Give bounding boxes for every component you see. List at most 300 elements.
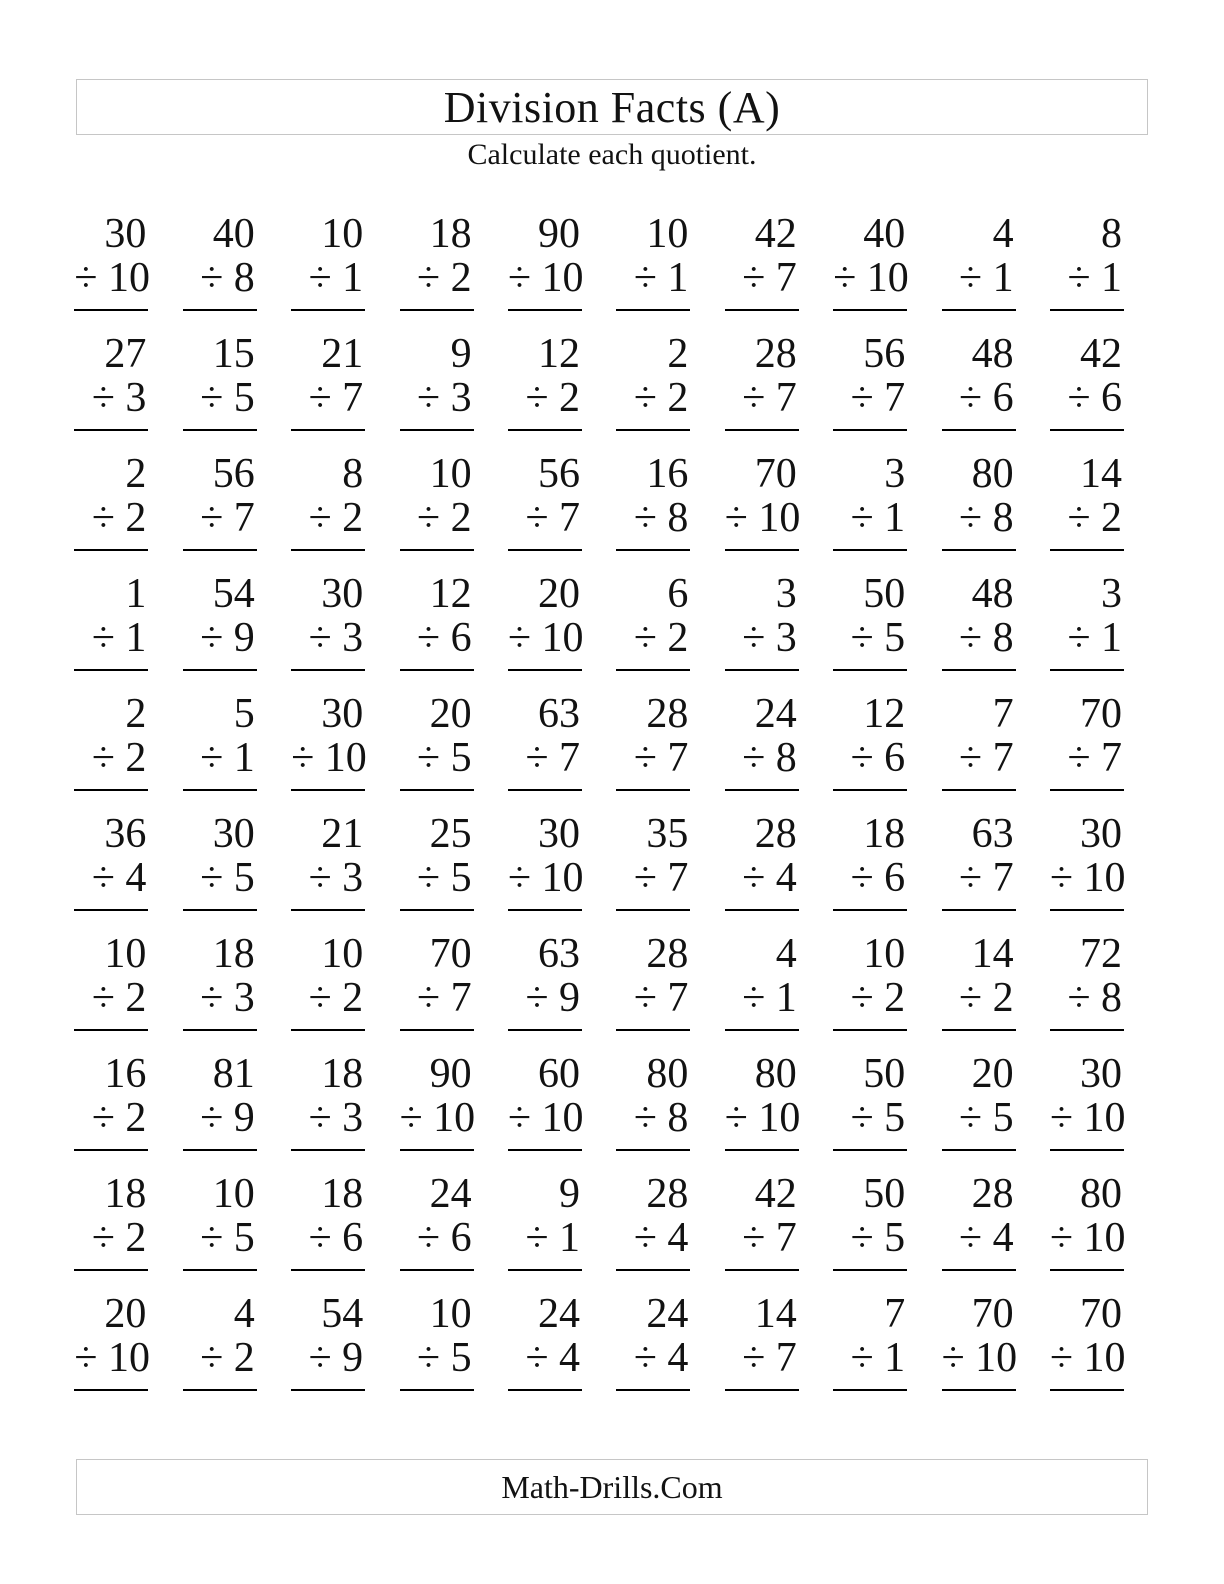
division-problem [616, 332, 690, 452]
divisor-row: ÷ 4 [633, 1335, 689, 1381]
answer-line [400, 669, 474, 671]
divisor-row: ÷ 7 [1067, 735, 1122, 781]
answer-line [183, 1149, 257, 1151]
divisor-row: ÷ 3 [308, 615, 364, 661]
dividend: 48 [971, 571, 1014, 617]
answer-line [74, 1269, 148, 1271]
division-problem [1050, 572, 1124, 692]
answer-line [616, 1029, 690, 1031]
answer-line [616, 669, 690, 671]
division-problem [1050, 1172, 1124, 1292]
dividend: 80 [754, 1051, 797, 1097]
dividend: 21 [321, 811, 364, 857]
answer-line [1050, 309, 1124, 311]
dividend: 56 [538, 451, 580, 497]
dividend: 35 [646, 811, 689, 857]
answer-line [833, 1389, 907, 1391]
divisor-row: ÷ 3 [742, 615, 797, 661]
division-problem [1050, 812, 1124, 932]
answer-line [508, 429, 582, 431]
divisor-row: ÷ 10 [833, 255, 909, 301]
division-problem [291, 1292, 365, 1412]
division-problem [725, 332, 799, 452]
dividend: 56 [863, 331, 906, 377]
division-problem [616, 1172, 690, 1292]
division-problem [291, 692, 365, 812]
worksheet-title: Division Facts (A) [443, 82, 781, 132]
dividend: 72 [1080, 931, 1122, 977]
divisor-row: ÷ 10 [291, 735, 367, 781]
dividend: 30 [321, 691, 364, 737]
answer-line [942, 669, 1016, 671]
dividend: 12 [538, 331, 580, 377]
dividend: 63 [538, 691, 580, 737]
answer-line [291, 549, 365, 551]
dividend: 36 [104, 811, 147, 857]
division-problem [1050, 692, 1124, 812]
division-problem [725, 452, 799, 572]
division-problem [725, 572, 799, 692]
answer-line [833, 429, 907, 431]
division-problem [616, 1052, 690, 1172]
division-problem [400, 1292, 474, 1412]
answer-line [833, 909, 907, 911]
division-problem [291, 932, 365, 1052]
answer-line [400, 1029, 474, 1031]
division-problem [833, 932, 907, 1052]
division-problem [183, 212, 257, 332]
divisor-row: ÷ 2 [633, 375, 689, 421]
divisor-row: ÷ 8 [959, 495, 1014, 541]
divisor-row: ÷ 5 [417, 735, 472, 781]
answer-line [1050, 909, 1124, 911]
division-problem [291, 332, 365, 452]
answer-line [1050, 1389, 1124, 1391]
division-problem [942, 692, 1016, 812]
answer-line [183, 1029, 257, 1031]
divisor-row: ÷ 7 [308, 375, 364, 421]
dividend: 18 [104, 1171, 147, 1217]
divisor-row: ÷ 10 [1050, 855, 1126, 901]
answer-line [508, 1149, 582, 1151]
dividend: 14 [971, 931, 1014, 977]
answer-line [291, 789, 365, 791]
dividend: 28 [646, 931, 689, 977]
divisor-row: ÷ 9 [308, 1335, 364, 1381]
dividend: 50 [863, 1171, 906, 1217]
answer-line [400, 309, 474, 311]
answer-line [400, 909, 474, 911]
answer-line [183, 309, 257, 311]
dividend: 2 [125, 691, 147, 737]
divisor-row: ÷ 2 [91, 1095, 147, 1141]
dividend: 2 [667, 331, 689, 377]
answer-line [291, 909, 365, 911]
divisor-row: ÷ 1 [850, 1335, 906, 1381]
answer-line [508, 309, 582, 311]
dividend: 9 [559, 1171, 580, 1217]
dividend: 4 [775, 931, 797, 977]
answer-line [1050, 789, 1124, 791]
answer-line [725, 1149, 799, 1151]
answer-line [183, 909, 257, 911]
divisor-row: ÷ 2 [91, 495, 147, 541]
answer-line [74, 1029, 148, 1031]
division-problem [725, 1292, 799, 1412]
dividend: 30 [1080, 811, 1122, 857]
divisor-row: ÷ 2 [200, 1335, 255, 1381]
divisor-row: ÷ 7 [742, 1335, 797, 1381]
dividend: 18 [863, 811, 906, 857]
divisor-row: ÷ 5 [417, 1335, 472, 1381]
answer-line [74, 669, 148, 671]
dividend: 24 [538, 1291, 580, 1337]
dividend: 42 [1080, 331, 1122, 377]
answer-line [74, 549, 148, 551]
dividend: 15 [212, 331, 255, 377]
dividend: 10 [646, 211, 689, 257]
divisor-row: ÷ 2 [1067, 495, 1122, 541]
dividend: 6 [667, 571, 689, 617]
division-problem [725, 932, 799, 1052]
divisor-row: ÷ 5 [850, 615, 906, 661]
divisor-row: ÷ 10 [508, 1095, 584, 1141]
answer-line [74, 309, 148, 311]
dividend: 54 [321, 1291, 364, 1337]
answer-line [508, 789, 582, 791]
dividend: 2 [125, 451, 147, 497]
answer-line [942, 1389, 1016, 1391]
divisor-row: ÷ 7 [959, 735, 1014, 781]
divisor-row: ÷ 1 [633, 255, 689, 301]
divisor-row: ÷ 1 [742, 975, 797, 1021]
divisor-row: ÷ 6 [1067, 375, 1122, 421]
dividend: 81 [212, 1051, 255, 1097]
dividend: 40 [863, 211, 906, 257]
division-problem [74, 1292, 148, 1412]
dividend: 28 [754, 811, 797, 857]
division-problem [74, 932, 148, 1052]
dividend: 10 [321, 931, 364, 977]
division-problem [1050, 212, 1124, 332]
dividend: 3 [884, 451, 906, 497]
division-problem [183, 812, 257, 932]
division-problem [942, 212, 1016, 332]
divisor-row: ÷ 6 [417, 615, 472, 661]
answer-line [1050, 1029, 1124, 1031]
divisor-row: ÷ 2 [525, 375, 580, 421]
answer-line [616, 1389, 690, 1391]
answer-line [291, 1269, 365, 1271]
dividend: 18 [321, 1051, 364, 1097]
division-problem [183, 572, 257, 692]
division-problem [942, 452, 1016, 572]
divisor-row: ÷ 1 [1067, 615, 1122, 661]
divisor-row: ÷ 7 [633, 735, 689, 781]
divisor-row: ÷ 7 [742, 375, 797, 421]
divisor-row: ÷ 1 [200, 735, 255, 781]
division-problem [291, 1052, 365, 1172]
divisor-row: ÷ 7 [633, 855, 689, 901]
answer-line [942, 429, 1016, 431]
division-problem [291, 212, 365, 332]
division-problem [833, 812, 907, 932]
dividend: 10 [321, 211, 364, 257]
answer-line [1050, 549, 1124, 551]
dividend: 14 [754, 1291, 797, 1337]
division-problem [400, 1052, 474, 1172]
footer-box [76, 1459, 1148, 1515]
answer-line [616, 549, 690, 551]
divisor-row: ÷ 10 [74, 255, 150, 301]
dividend: 24 [754, 691, 797, 737]
division-problem [400, 932, 474, 1052]
division-problem [942, 572, 1016, 692]
division-problem [833, 212, 907, 332]
division-problem [942, 1172, 1016, 1292]
division-problem [1050, 932, 1124, 1052]
answer-line [508, 1029, 582, 1031]
answer-line [1050, 1149, 1124, 1151]
answer-line [400, 1389, 474, 1391]
dividend: 10 [863, 931, 906, 977]
answer-line [833, 789, 907, 791]
divisor-row: ÷ 10 [74, 1335, 150, 1381]
dividend: 25 [429, 811, 472, 857]
answer-line [833, 1029, 907, 1031]
dividend: 56 [212, 451, 255, 497]
answer-line [725, 1029, 799, 1031]
dividend: 4 [992, 211, 1014, 257]
division-problem [616, 932, 690, 1052]
dividend: 24 [646, 1291, 689, 1337]
answer-line [725, 1389, 799, 1391]
answer-line [833, 549, 907, 551]
answer-line [616, 1269, 690, 1271]
division-problem [942, 332, 1016, 452]
divisor-row: ÷ 8 [959, 615, 1014, 661]
answer-line [183, 669, 257, 671]
divisor-row: ÷ 5 [850, 1215, 906, 1261]
answer-line [291, 429, 365, 431]
division-problem [74, 812, 148, 932]
divisor-row: ÷ 8 [200, 255, 255, 301]
divisor-row: ÷ 1 [525, 1215, 580, 1261]
dividend: 28 [754, 331, 797, 377]
answer-line [942, 1269, 1016, 1271]
division-problem [508, 932, 582, 1052]
division-problem [833, 1172, 907, 1292]
answer-line [183, 1269, 257, 1271]
division-problem [725, 1052, 799, 1172]
answer-line [725, 309, 799, 311]
answer-line [400, 789, 474, 791]
answer-line [291, 1149, 365, 1151]
dividend: 60 [538, 1051, 580, 1097]
division-problem [616, 812, 690, 932]
dividend: 30 [321, 571, 364, 617]
divisor-row: ÷ 10 [399, 1095, 476, 1141]
divisor-row: ÷ 5 [850, 1095, 906, 1141]
divisor-row: ÷ 6 [850, 855, 906, 901]
answer-line [400, 1269, 474, 1271]
answer-line [725, 1269, 799, 1271]
answer-line [74, 429, 148, 431]
division-problem [508, 452, 582, 572]
division-problem [183, 692, 257, 812]
answer-line [725, 789, 799, 791]
division-problem [725, 692, 799, 812]
answer-line [74, 789, 148, 791]
division-problem [74, 212, 148, 332]
divisor-row: ÷ 4 [91, 855, 147, 901]
dividend: 18 [429, 211, 472, 257]
worksheet-instructions: Calculate each quotient. [467, 138, 757, 171]
divisor-row: ÷ 4 [525, 1335, 580, 1381]
dividend: 42 [754, 1171, 797, 1217]
dividend: 1 [125, 571, 147, 617]
answer-line [291, 1389, 365, 1391]
problems-grid [40, 212, 1124, 1412]
divisor-row: ÷ 10 [1050, 1335, 1126, 1381]
dividend: 30 [104, 211, 147, 257]
division-problem [833, 692, 907, 812]
division-problem [400, 212, 474, 332]
divisor-row: ÷ 1 [308, 255, 364, 301]
division-problem [74, 452, 148, 572]
dividend: 3 [775, 571, 797, 617]
answer-line [508, 909, 582, 911]
dividend: 70 [971, 1291, 1014, 1337]
dividend: 20 [538, 571, 580, 617]
division-problem [74, 1052, 148, 1172]
dividend: 8 [1101, 211, 1122, 257]
divisor-row: ÷ 7 [742, 1215, 797, 1261]
division-problem [400, 692, 474, 812]
dividend: 28 [646, 691, 689, 737]
answer-line [616, 309, 690, 311]
division-problem [725, 212, 799, 332]
division-problem [833, 332, 907, 452]
division-problem [616, 572, 690, 692]
division-problem [291, 812, 365, 932]
dividend: 10 [429, 1291, 472, 1337]
divisor-row: ÷ 10 [724, 1095, 801, 1141]
dividend: 63 [538, 931, 580, 977]
answer-line [942, 1029, 1016, 1031]
dividend: 50 [863, 571, 906, 617]
dividend: 12 [863, 691, 906, 737]
dividend: 12 [429, 571, 472, 617]
dividend: 7 [884, 1291, 906, 1337]
dividend: 90 [429, 1051, 472, 1097]
divisor-row: ÷ 1 [850, 495, 906, 541]
division-problem [1050, 1292, 1124, 1412]
answer-line [1050, 669, 1124, 671]
divisor-row: ÷ 3 [200, 975, 255, 1021]
answer-line [1050, 429, 1124, 431]
division-problem [400, 812, 474, 932]
division-problem [183, 452, 257, 572]
footer-brand: Math-Drills.Com [501, 1468, 723, 1505]
dividend: 42 [754, 211, 797, 257]
division-problem [616, 692, 690, 812]
dividend: 20 [971, 1051, 1014, 1097]
divisor-row: ÷ 10 [941, 1335, 1018, 1381]
divisor-row: ÷ 2 [308, 495, 364, 541]
dividend: 10 [429, 451, 472, 497]
division-problem [74, 692, 148, 812]
divisor-row: ÷ 5 [417, 855, 472, 901]
answer-line [291, 309, 365, 311]
division-problem [400, 332, 474, 452]
divisor-row: ÷ 2 [91, 735, 147, 781]
division-problem [291, 572, 365, 692]
answer-line [1050, 1269, 1124, 1271]
answer-line [833, 1149, 907, 1151]
division-problem [183, 332, 257, 452]
answer-line [942, 909, 1016, 911]
dividend: 30 [212, 811, 255, 857]
division-problem [833, 1292, 907, 1412]
answer-line [508, 1269, 582, 1271]
dividend: 9 [450, 331, 472, 377]
answer-line [400, 549, 474, 551]
dividend: 28 [971, 1171, 1014, 1217]
divisor-row: ÷ 2 [417, 495, 472, 541]
dividend: 40 [212, 211, 255, 257]
answer-line [74, 1389, 148, 1391]
dividend: 21 [321, 331, 364, 377]
division-problem [508, 692, 582, 812]
divisor-row: ÷ 3 [308, 855, 364, 901]
dividend: 5 [233, 691, 255, 737]
dividend: 63 [971, 811, 1014, 857]
divisor-row: ÷ 7 [417, 975, 472, 1021]
divisor-row: ÷ 8 [742, 735, 797, 781]
divisor-row: ÷ 7 [200, 495, 255, 541]
dividend: 14 [1080, 451, 1122, 497]
answer-line [725, 549, 799, 551]
dividend: 80 [1080, 1171, 1122, 1217]
division-problem [183, 932, 257, 1052]
divisor-row: ÷ 7 [633, 975, 689, 1021]
divisor-row: ÷ 2 [417, 255, 472, 301]
answer-line [725, 669, 799, 671]
divisor-row: ÷ 1 [1067, 255, 1122, 301]
divisor-row: ÷ 4 [742, 855, 797, 901]
divisor-row: ÷ 7 [959, 855, 1014, 901]
division-problem [508, 1052, 582, 1172]
divisor-row: ÷ 9 [200, 615, 255, 661]
dividend: 80 [646, 1051, 689, 1097]
division-problem [74, 572, 148, 692]
divisor-row: ÷ 2 [308, 975, 364, 1021]
answer-line [183, 429, 257, 431]
dividend: 50 [863, 1051, 906, 1097]
answer-line [616, 909, 690, 911]
answer-line [183, 1389, 257, 1391]
answer-line [74, 1149, 148, 1151]
dividend: 18 [212, 931, 255, 977]
answer-line [508, 669, 582, 671]
division-problem [183, 1292, 257, 1412]
divisor-row: ÷ 10 [508, 855, 584, 901]
division-problem [616, 452, 690, 572]
division-problem [833, 572, 907, 692]
division-problem [616, 1292, 690, 1412]
division-problem [942, 1292, 1016, 1412]
